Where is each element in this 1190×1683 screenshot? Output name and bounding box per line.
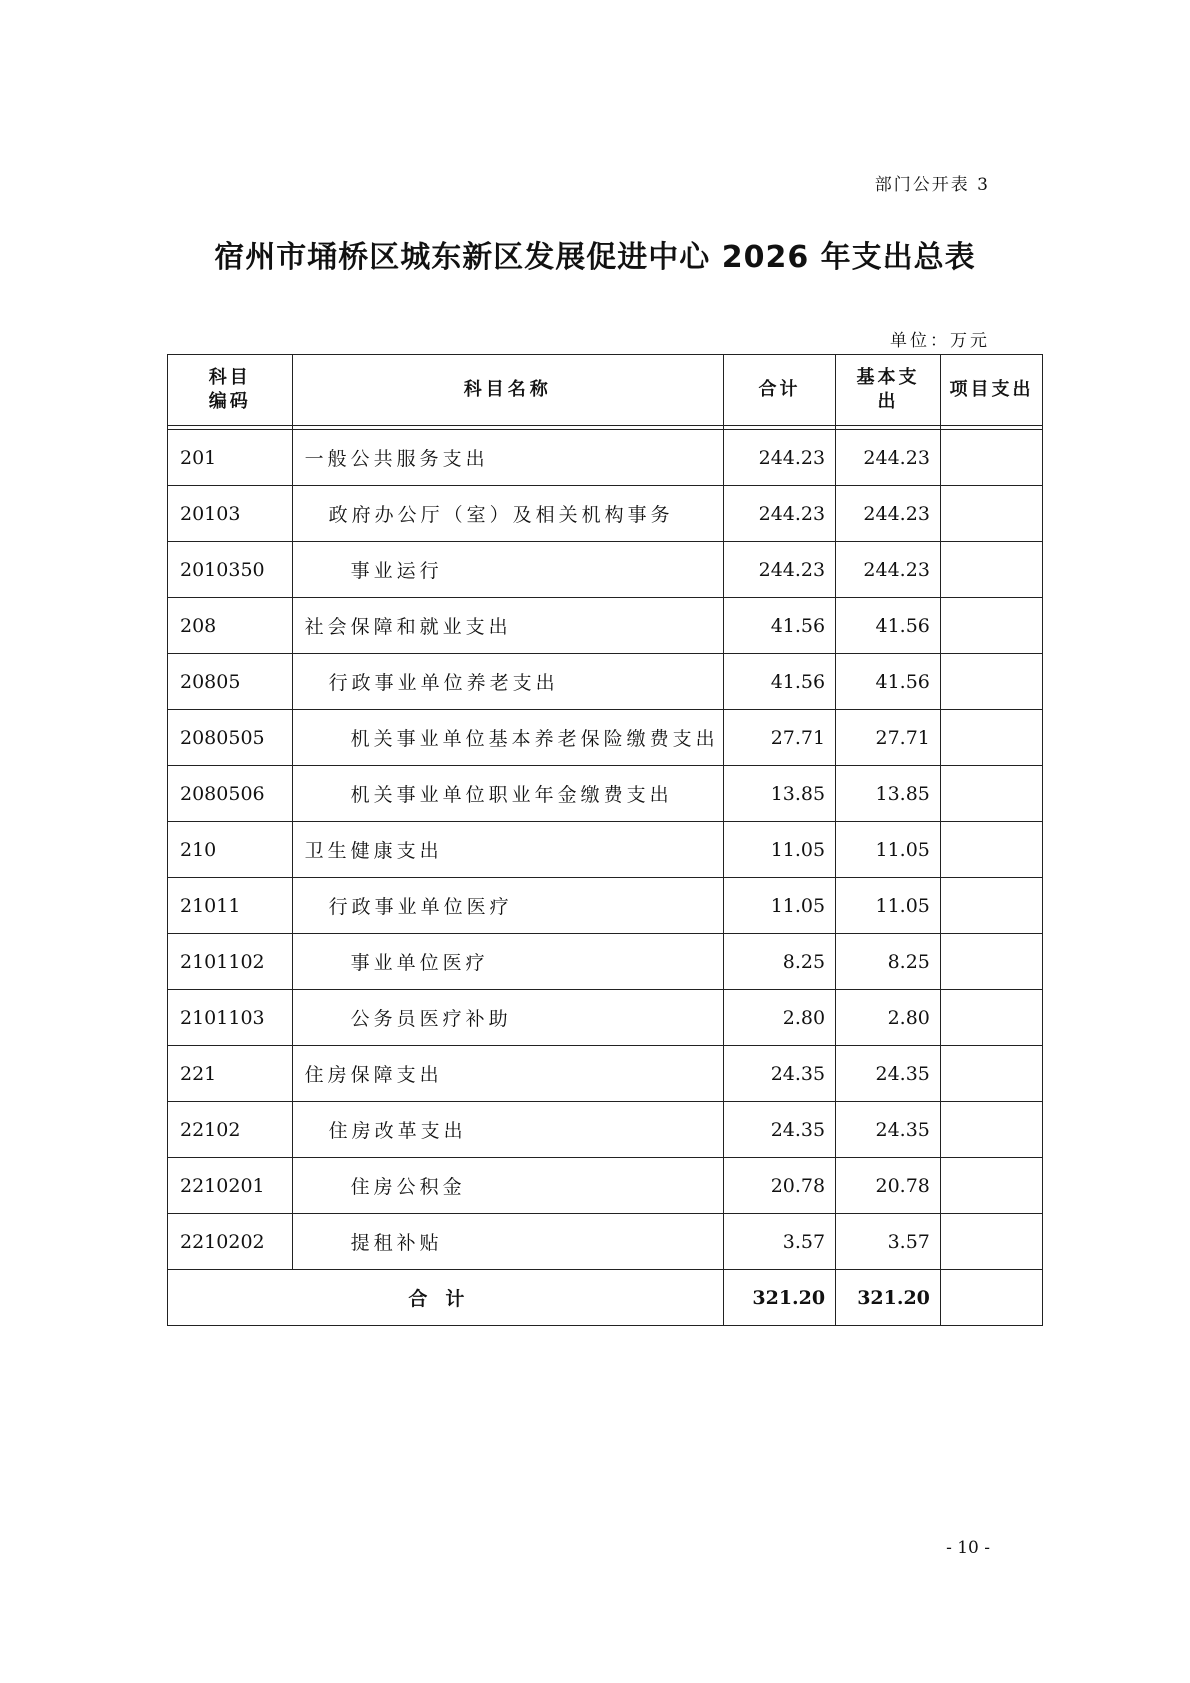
row-basic: 2.80 (836, 990, 941, 1046)
row-name: 事业单位医疗 (292, 934, 723, 990)
row-basic: 244.23 (836, 542, 941, 598)
row-code: 2101102 (168, 934, 293, 990)
row-basic: 244.23 (836, 430, 941, 486)
row-total: 2.80 (723, 990, 835, 1046)
row-total: 244.23 (723, 430, 835, 486)
page-title: 宿州市埇桥区城东新区发展促进中心 2026 年支出总表 (214, 240, 976, 275)
header-code: 科目 编码 (168, 355, 293, 426)
table-row (168, 542, 1043, 598)
row-total: 244.23 (723, 542, 835, 598)
row-project (940, 598, 1042, 654)
row-project (940, 822, 1042, 878)
row-basic: 24.35 (836, 1046, 941, 1102)
total-basic: 321.20 (836, 1270, 941, 1326)
row-total: 24.35 (723, 1102, 835, 1158)
row-basic: 41.56 (836, 654, 941, 710)
header-total: 合计 (723, 355, 835, 426)
row-name: 住房公积金 (292, 1158, 723, 1214)
row-total: 41.56 (723, 654, 835, 710)
row-name: 提租补贴 (292, 1214, 723, 1270)
header-basic: 基本支 出 (836, 355, 941, 426)
row-code: 208 (168, 598, 293, 654)
row-name: 住房保障支出 (292, 1046, 723, 1102)
row-project (940, 654, 1042, 710)
page-number: - 10 - (946, 1538, 990, 1558)
row-code: 210 (168, 822, 293, 878)
row-name: 公务员医疗补助 (292, 990, 723, 1046)
table-row (168, 934, 1043, 990)
row-code: 2080505 (168, 710, 293, 766)
table-row (168, 1102, 1043, 1158)
row-code: 2010350 (168, 542, 293, 598)
table-row (168, 1158, 1043, 1214)
row-total: 20.78 (723, 1158, 835, 1214)
row-project (940, 990, 1042, 1046)
row-project (940, 878, 1042, 934)
table-row (168, 486, 1043, 542)
row-name: 机关事业单位职业年金缴费支出 (292, 766, 723, 822)
row-total: 13.85 (723, 766, 835, 822)
row-name: 行政事业单位养老支出 (292, 654, 723, 710)
row-basic: 41.56 (836, 598, 941, 654)
row-basic: 24.35 (836, 1102, 941, 1158)
expenditure-table (167, 354, 1043, 1326)
row-project (940, 1214, 1042, 1270)
table-row (168, 990, 1043, 1046)
total-project (940, 1270, 1042, 1326)
row-code: 20103 (168, 486, 293, 542)
table-row (168, 766, 1043, 822)
total-label: 合计 (168, 1270, 724, 1326)
row-basic: 11.05 (836, 878, 941, 934)
header-project: 项目支出 (940, 355, 1042, 426)
row-code: 201 (168, 430, 293, 486)
row-project (940, 430, 1042, 486)
row-name: 事业运行 (292, 542, 723, 598)
table-row (168, 822, 1043, 878)
total-sum: 321.20 (723, 1270, 835, 1326)
row-name: 社会保障和就业支出 (292, 598, 723, 654)
row-name: 机关事业单位基本养老保险缴费支出 (292, 710, 723, 766)
row-total: 11.05 (723, 878, 835, 934)
row-code: 22102 (168, 1102, 293, 1158)
row-total: 3.57 (723, 1214, 835, 1270)
row-code: 2080506 (168, 766, 293, 822)
row-total: 8.25 (723, 934, 835, 990)
table-row (168, 430, 1043, 486)
unit-label: 单位：万元 (890, 331, 990, 351)
header-name: 科目名称 (292, 355, 723, 426)
table-row (168, 1046, 1043, 1102)
total-row (168, 1270, 1043, 1326)
row-name: 住房改革支出 (292, 1102, 723, 1158)
row-basic: 13.85 (836, 766, 941, 822)
row-project (940, 1102, 1042, 1158)
row-code: 221 (168, 1046, 293, 1102)
row-name: 政府办公厅（室）及相关机构事务 (292, 486, 723, 542)
row-code: 2210201 (168, 1158, 293, 1214)
row-basic: 27.71 (836, 710, 941, 766)
row-project (940, 710, 1042, 766)
row-total: 41.56 (723, 598, 835, 654)
table-row (168, 598, 1043, 654)
table-row (168, 878, 1043, 934)
table-body (168, 426, 1043, 1270)
row-name: 行政事业单位医疗 (292, 878, 723, 934)
row-project (940, 1046, 1042, 1102)
row-project (940, 934, 1042, 990)
row-total: 11.05 (723, 822, 835, 878)
table-row (168, 1214, 1043, 1270)
row-project (940, 1158, 1042, 1214)
row-basic: 244.23 (836, 486, 941, 542)
table-row (168, 710, 1043, 766)
row-project (940, 486, 1042, 542)
row-basic: 11.05 (836, 822, 941, 878)
row-code: 20805 (168, 654, 293, 710)
table-header-row (168, 355, 1043, 426)
table-row (168, 654, 1043, 710)
row-total: 27.71 (723, 710, 835, 766)
row-total: 24.35 (723, 1046, 835, 1102)
row-code: 21011 (168, 878, 293, 934)
row-total: 244.23 (723, 486, 835, 542)
row-project (940, 766, 1042, 822)
row-basic: 20.78 (836, 1158, 941, 1214)
row-name: 一般公共服务支出 (292, 430, 723, 486)
doc-label: 部门公开表 3 (874, 175, 990, 195)
row-project (940, 542, 1042, 598)
row-basic: 3.57 (836, 1214, 941, 1270)
row-code: 2210202 (168, 1214, 293, 1270)
row-code: 2101103 (168, 990, 293, 1046)
row-basic: 8.25 (836, 934, 941, 990)
row-name: 卫生健康支出 (292, 822, 723, 878)
